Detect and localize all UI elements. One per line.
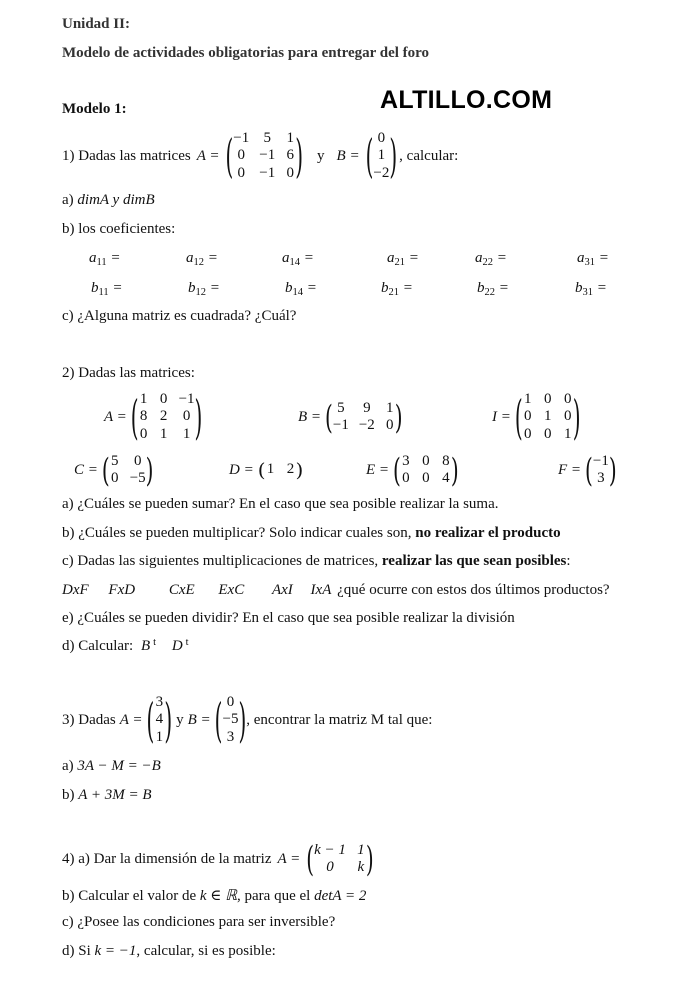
coef-a21: a21 = bbox=[387, 250, 419, 268]
product-axi: AxI bbox=[271, 582, 293, 598]
matrix-cell: 1 bbox=[357, 841, 365, 858]
q1-a-text: dimA y dimB bbox=[77, 192, 155, 208]
q2-matrix-F bbox=[585, 450, 617, 490]
matrix-grid bbox=[333, 400, 395, 435]
q2-matrix-E bbox=[393, 450, 459, 490]
q2-c-text: c) Dadas las siguientes multiplicaciones de matrices, bbox=[62, 553, 379, 569]
q3-intro: 3) Dadas bbox=[62, 711, 116, 728]
q4-d-text1: d) Si bbox=[62, 943, 91, 959]
transpose-B: B bbox=[140, 638, 151, 654]
matrix-cell: 0 bbox=[326, 859, 334, 875]
matrix-grid bbox=[222, 694, 238, 746]
matrix-cell: 0 bbox=[133, 452, 142, 469]
product-dxf: DxF bbox=[62, 582, 89, 598]
matrix-paren-right: ) bbox=[194, 388, 203, 446]
matrix-paren-left: ( bbox=[514, 388, 523, 446]
coef-a12: a12 = bbox=[186, 250, 218, 268]
q3-statement bbox=[62, 692, 432, 748]
matrix-cell: −2 bbox=[373, 164, 390, 181]
matrix-cell: −1 bbox=[259, 147, 276, 164]
matrix-cell: 0 bbox=[139, 425, 148, 442]
matrix-paren-right: ) bbox=[295, 459, 304, 481]
q4-A-label: A = bbox=[277, 850, 301, 867]
matrix-paren-left: ( bbox=[214, 691, 223, 749]
matrix-grid bbox=[266, 461, 296, 478]
coef-a14: a14 = bbox=[282, 250, 314, 268]
matrix-cell: 3 bbox=[226, 728, 235, 745]
matrix-cell: 5 bbox=[110, 452, 119, 469]
q3-matrix-B bbox=[214, 691, 247, 749]
matrix-grid bbox=[373, 130, 389, 182]
matrix-cell: −1 bbox=[233, 130, 250, 147]
matrix-grid bbox=[523, 391, 573, 443]
q2-eq-I bbox=[492, 390, 581, 444]
q2-A-label: A = bbox=[104, 408, 127, 425]
q2-b-text: b) ¿Cuáles se pueden multiplicar? Solo indicar cuales son, bbox=[62, 525, 412, 541]
matrix-cell: −1 bbox=[259, 164, 276, 181]
matrix-paren-right: ) bbox=[572, 388, 581, 446]
products-question: ¿qué ocurre con estos dos últimos productos? bbox=[337, 582, 610, 598]
coef-subscript: 21 bbox=[388, 286, 399, 298]
product-exc: ExC bbox=[218, 582, 245, 598]
matrix-cell: 0 bbox=[422, 452, 430, 469]
q4-d-text2: , calcular, si es posible: bbox=[136, 943, 276, 959]
coef-b21: b21 = bbox=[381, 280, 413, 298]
matrix-cell: k − 1 bbox=[314, 841, 346, 858]
matrix-cell: 0 bbox=[402, 470, 410, 486]
matrix-paren-left: ( bbox=[225, 128, 234, 184]
coef-subscript: 14 bbox=[292, 286, 303, 298]
q2-b-bold: no realizar el producto bbox=[411, 525, 561, 541]
q3-b bbox=[62, 787, 152, 804]
matrix-grid bbox=[139, 391, 195, 443]
matrix-cell: 0 bbox=[226, 694, 235, 711]
q2-F-label: F = bbox=[558, 461, 582, 478]
model-title: Modelo 1: bbox=[62, 101, 127, 117]
matrix-cell: 3 bbox=[597, 470, 605, 486]
q3-matrix-A bbox=[146, 691, 173, 749]
q1-A-label: A = bbox=[196, 147, 220, 164]
coef-subscript: 22 bbox=[484, 286, 495, 298]
coef-subscript: 22 bbox=[482, 256, 493, 268]
matrix-paren-right: ) bbox=[238, 691, 247, 749]
q4-c: c) ¿Posee las condiciones para ser inversible? bbox=[62, 914, 336, 930]
q2-d bbox=[62, 638, 189, 655]
q1-a bbox=[62, 192, 155, 209]
coef-a11: a11 = bbox=[89, 250, 121, 268]
matrix-cell: 0 bbox=[563, 391, 572, 408]
coef-subscript: 31 bbox=[584, 256, 595, 268]
matrix-cell: 3 bbox=[402, 452, 410, 469]
q2-products bbox=[62, 582, 610, 599]
matrix-paren-left: ( bbox=[325, 397, 333, 437]
q3-a-prefix: a) bbox=[62, 758, 74, 774]
q2-c-end: : bbox=[566, 553, 571, 569]
q2-matrix-I bbox=[514, 388, 581, 446]
matrix-cell: 4 bbox=[442, 470, 450, 486]
transpose-D-sup: t bbox=[185, 636, 189, 648]
q1-intro: 1) Dadas las matrices bbox=[62, 147, 191, 164]
matrix-paren-right: ) bbox=[145, 450, 154, 490]
matrix-cell: 0 bbox=[386, 417, 394, 433]
q3-tail: , encontrar la matriz M tal que: bbox=[246, 711, 433, 728]
matrix-cell: 8 bbox=[139, 408, 148, 425]
coef-b22: b22 = bbox=[477, 280, 509, 298]
matrix-cell: 5 bbox=[337, 399, 345, 416]
q4-matrix-A bbox=[306, 838, 374, 880]
q2-intro: 2) Dadas las matrices: bbox=[62, 365, 195, 381]
matrix-cell: 4 bbox=[155, 711, 164, 728]
matrix-cell: 0 bbox=[563, 408, 572, 425]
matrix-cell: k bbox=[357, 859, 365, 875]
matrix-paren-left: ( bbox=[257, 459, 266, 481]
matrix-paren-left: ( bbox=[306, 838, 315, 880]
matrix-cell: 2 bbox=[159, 408, 168, 425]
q2-I-label: I = bbox=[492, 408, 511, 425]
coef-subscript: 21 bbox=[394, 256, 405, 268]
q2-D-label: D = bbox=[229, 461, 254, 478]
matrix-cell: 1 bbox=[159, 425, 168, 442]
matrix-paren-left: ( bbox=[393, 450, 401, 490]
matrix-paren-right: ) bbox=[164, 691, 173, 749]
matrix-grid bbox=[110, 453, 146, 488]
q1-c: c) ¿Alguna matriz es cuadrada? ¿Cuál? bbox=[62, 308, 297, 324]
product-cxe: CxE bbox=[168, 582, 195, 598]
coef-b31: b31 = bbox=[575, 280, 607, 298]
q3-a-eq: 3A − M = −B bbox=[77, 758, 161, 774]
q1-tail: , calcular: bbox=[399, 147, 459, 164]
product-ixa: IxA bbox=[310, 582, 332, 598]
q2-eq-F bbox=[558, 450, 617, 490]
q2-a: a) ¿Cuáles se pueden sumar? En el caso que sea posible realizar la suma. bbox=[62, 496, 499, 512]
q4-d bbox=[62, 943, 276, 960]
matrix-paren-left: ( bbox=[585, 450, 593, 490]
q4-intro: 4) a) Dar la dimensión de la matriz bbox=[62, 850, 272, 867]
q2-B-label: B = bbox=[298, 408, 322, 425]
coef-b11: b11 = bbox=[91, 280, 123, 298]
q2-C-label: C = bbox=[74, 461, 98, 478]
q4-b-math2: detA = 2 bbox=[314, 888, 367, 904]
matrix-paren-right: ) bbox=[365, 838, 374, 880]
q2-E-label: E = bbox=[366, 461, 390, 478]
q2-c-bold: realizar las que sean posibles bbox=[378, 553, 567, 569]
matrix-cell: 1 bbox=[386, 399, 394, 416]
q3-b-prefix: b) bbox=[62, 787, 75, 803]
coef-a22: a22 = bbox=[475, 250, 507, 268]
matrix-paren-right: ) bbox=[394, 397, 403, 437]
q4-b-math1: k ∈ ℝ bbox=[199, 888, 238, 904]
matrix-cell: −1 bbox=[332, 417, 349, 433]
q2-d-text: d) Calcular: bbox=[62, 638, 134, 654]
matrix-cell: 1 bbox=[155, 728, 164, 745]
q3-and: y bbox=[176, 711, 184, 728]
matrix-paren-left: ( bbox=[130, 388, 139, 446]
q1-statement bbox=[62, 128, 458, 184]
matrix-cell: 0 bbox=[543, 425, 552, 442]
coef-b12: b12 = bbox=[188, 280, 220, 298]
q2-eq-A bbox=[104, 390, 202, 444]
matrix-paren-left: ( bbox=[365, 128, 374, 184]
matrix-cell: 9 bbox=[363, 399, 371, 416]
matrix-cell: 3 bbox=[155, 694, 164, 711]
matrix-cell: 1 bbox=[286, 130, 294, 147]
q1-b: b) los coeficientes: bbox=[62, 221, 176, 237]
q2-e: e) ¿Cuáles se pueden dividir? En el caso que sea posible realizar la división bbox=[62, 610, 515, 626]
unit-title: Unidad II: bbox=[62, 16, 130, 32]
matrix-paren-right: ) bbox=[295, 128, 304, 184]
matrix-cell: 0 bbox=[237, 147, 246, 164]
q4-statement bbox=[62, 838, 374, 880]
matrix-cell: 6 bbox=[286, 147, 294, 164]
q2-matrix-B bbox=[325, 397, 403, 437]
matrix-cell: −5 bbox=[222, 711, 239, 728]
q1-a-prefix: a) bbox=[62, 192, 74, 208]
q4-b-text1: b) Calcular el valor de bbox=[62, 888, 197, 904]
matrix-cell: 1 bbox=[266, 461, 275, 478]
q1-and: y bbox=[317, 147, 325, 164]
matrix-cell: 1 bbox=[139, 391, 148, 408]
matrix-cell: −5 bbox=[129, 470, 146, 486]
coef-b14: b14 = bbox=[285, 280, 317, 298]
matrix-cell: −1 bbox=[592, 452, 609, 469]
q2-eq-B bbox=[298, 390, 403, 444]
q3-A-label: A = bbox=[119, 711, 143, 728]
q2-matrix-C bbox=[101, 450, 154, 490]
matrix-grid bbox=[593, 453, 609, 488]
q3-a bbox=[62, 758, 161, 775]
matrix-cell: 2 bbox=[286, 461, 295, 478]
q2-matrix-A bbox=[130, 388, 203, 446]
matrix-cell: 0 bbox=[182, 408, 191, 425]
matrix-cell: 1 bbox=[523, 391, 532, 408]
matrix-paren-left: ( bbox=[146, 691, 155, 749]
matrix-cell: 0 bbox=[523, 425, 532, 442]
matrix-cell: 0 bbox=[110, 470, 119, 486]
matrix-cell: 0 bbox=[286, 164, 294, 181]
q2-b bbox=[62, 525, 561, 542]
q2-eq-E bbox=[366, 450, 459, 490]
matrix-grid bbox=[401, 453, 451, 488]
matrix-cell: 1 bbox=[563, 425, 572, 442]
q3-B-label: B = bbox=[187, 711, 211, 728]
document-subtitle: Modelo de actividades obligatorias para entregar del foro bbox=[62, 45, 430, 61]
q2-eq-C bbox=[74, 450, 153, 490]
matrix-paren-right: ) bbox=[450, 450, 459, 490]
matrix-cell: 8 bbox=[442, 452, 450, 469]
matrix-grid bbox=[154, 694, 164, 746]
matrix-paren-right: ) bbox=[389, 128, 398, 184]
transpose-B-sup: t bbox=[153, 636, 157, 648]
matrix-cell: 0 bbox=[377, 130, 386, 147]
transpose-D: D bbox=[171, 638, 183, 654]
matrix-cell: −2 bbox=[358, 417, 375, 433]
matrix-grid bbox=[314, 842, 366, 877]
coef-subscript: 31 bbox=[582, 286, 593, 298]
watermark: ALTILLO.COM bbox=[380, 86, 553, 114]
matrix-paren-left: ( bbox=[101, 450, 110, 490]
matrix-cell: 5 bbox=[263, 130, 271, 147]
matrix-cell: 1 bbox=[543, 408, 552, 425]
q1-B-label: B = bbox=[336, 147, 360, 164]
coef-a31: a31 = bbox=[577, 250, 609, 268]
coef-subscript: 11 bbox=[98, 286, 109, 298]
q2-matrix-D bbox=[258, 460, 304, 480]
coef-subscript: 12 bbox=[195, 286, 206, 298]
matrix-cell: 1 bbox=[182, 425, 191, 442]
matrix-cell: −1 bbox=[178, 391, 195, 408]
matrix-grid bbox=[233, 130, 295, 182]
coef-subscript: 11 bbox=[96, 256, 107, 268]
q4-b-text2: , para que el bbox=[237, 888, 311, 904]
matrix-cell: 1 bbox=[377, 147, 386, 164]
q1-matrix-B bbox=[366, 130, 398, 182]
coef-subscript: 12 bbox=[193, 256, 204, 268]
matrix-cell: 0 bbox=[422, 470, 430, 486]
product-fxd: FxD bbox=[108, 582, 136, 598]
matrix-cell: 0 bbox=[523, 408, 532, 425]
matrix-cell: 0 bbox=[159, 391, 168, 408]
q3-b-eq: A + 3M = B bbox=[78, 787, 152, 803]
matrix-paren-right: ) bbox=[608, 450, 617, 490]
q4-b bbox=[62, 886, 366, 905]
q2-eq-D bbox=[229, 450, 303, 490]
matrix-cell: 0 bbox=[543, 391, 552, 408]
matrix-cell: 0 bbox=[237, 164, 246, 181]
coef-subscript: 14 bbox=[289, 256, 300, 268]
q4-d-math: k = −1 bbox=[94, 943, 137, 959]
q2-c bbox=[62, 553, 571, 570]
q1-matrix-A bbox=[225, 130, 303, 182]
